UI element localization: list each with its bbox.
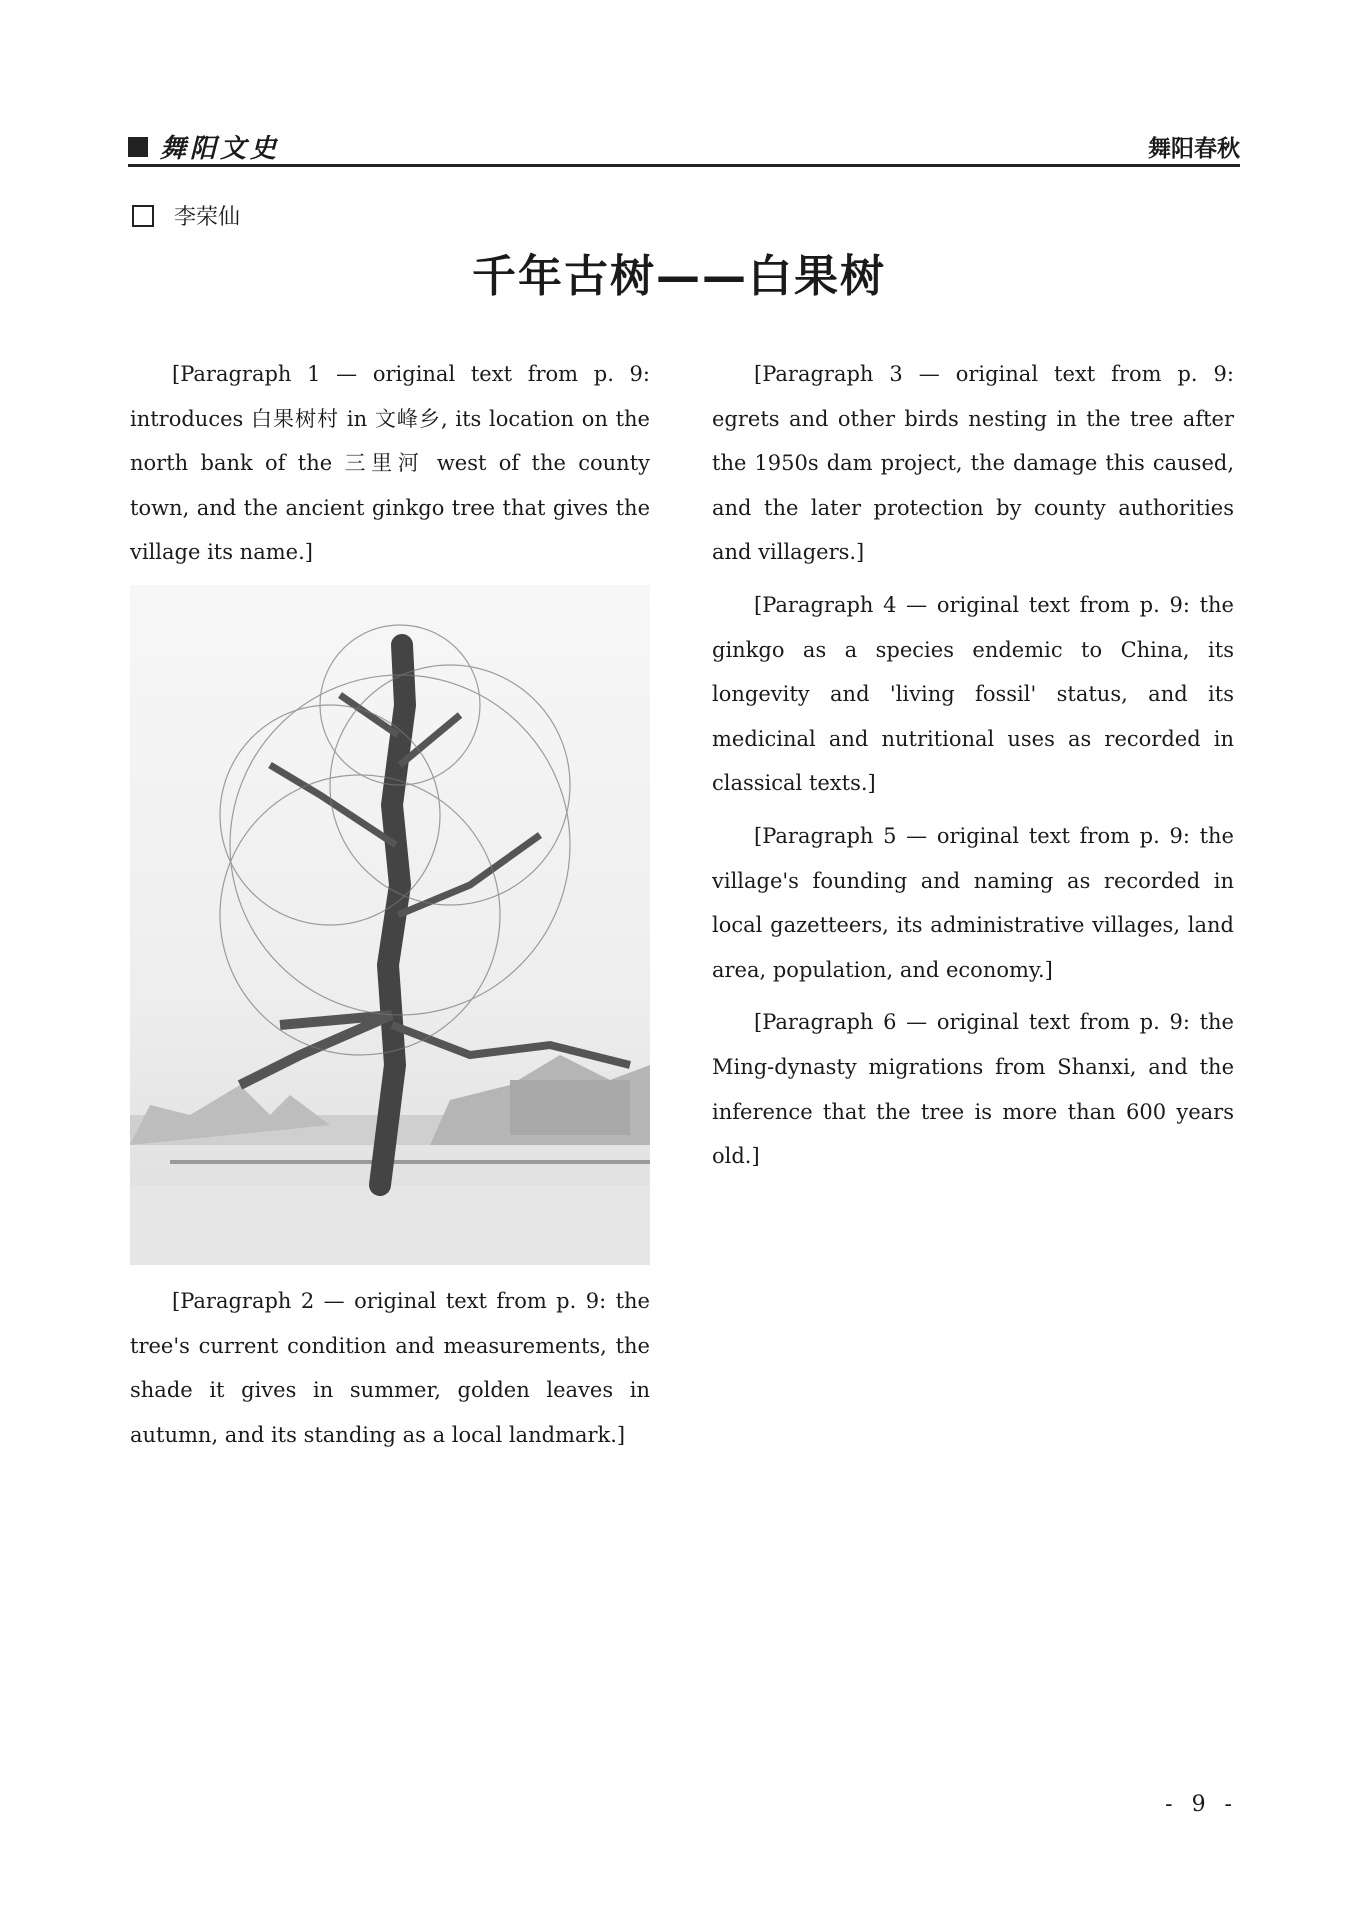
paragraph: [Paragraph 2 — original text from p. 9: the tree's current condition and measurements, the shade it gives in summer, golden leaves in autumn, and its standing as a local landmark.] <box>130 1288 650 1447</box>
paragraph: [Paragraph 1 — original text from p. 9: introduces 白果树村 in 文峰乡, its location on the north bank of the 三里河 west of the county town, and the ancient ginkgo tree that gives the village its name.] <box>130 362 650 565</box>
author-name: 李荣仙 <box>174 205 241 230</box>
left-column <box>130 352 650 1465</box>
paragraph: [Paragraph 6 — original text from p. 9: the Ming-dynasty migrations from Shanxi, and the inference that the tree is more than 600 years old.] <box>712 1010 1234 1169</box>
paragraph: [Paragraph 3 — original text from p. 9: egrets and other birds nesting in the tree after the 1950s dam project, the damage this caused, and the later protection by county authorities and villagers.] <box>712 362 1234 565</box>
magazine-title: 舞阳文史 <box>160 134 281 164</box>
paragraph: [Paragraph 4 — original text from p. 9: the ginkgo as a species endemic to China, its longevity and 'living fossil' status, and its medicinal and nutritional uses as recorded in classical texts.] <box>712 592 1234 796</box>
page-number: - 9 - <box>1165 1792 1238 1817</box>
ginkgo-tree-photo <box>130 585 650 1265</box>
header-square-icon <box>128 137 148 157</box>
byline-box-icon <box>132 205 154 227</box>
tree-illustration-icon <box>130 585 650 1265</box>
header-left <box>128 128 280 165</box>
column-title: 舞阳春秋 <box>1148 136 1240 162</box>
page-header <box>128 124 1240 164</box>
right-column <box>712 352 1234 1187</box>
paragraph: [Paragraph 5 — original text from p. 9: the village's founding and naming as recorded in local gazetteers, its administrative villages, land area, population, and economy.] <box>712 823 1234 982</box>
byline <box>132 200 240 231</box>
header-rule <box>128 164 1240 167</box>
article-title: 千年古树——白果树 <box>472 251 886 302</box>
